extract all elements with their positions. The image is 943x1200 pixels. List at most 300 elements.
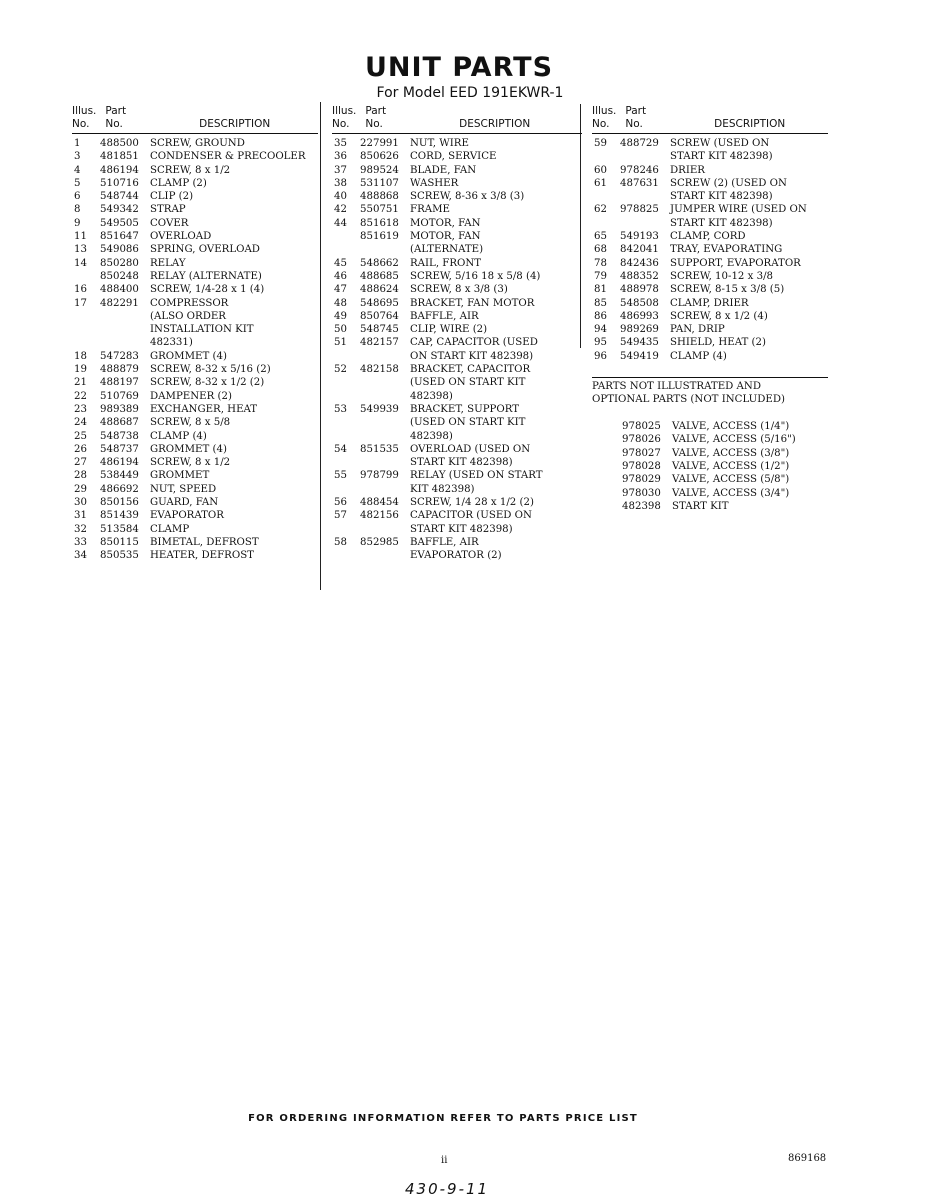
part-number: 548695 bbox=[360, 297, 399, 309]
part-row bbox=[332, 323, 582, 336]
part-number bbox=[360, 456, 410, 469]
part-row bbox=[72, 483, 318, 496]
part-description: SCREW, 10-12 x 3/8 bbox=[670, 270, 774, 282]
illus-number: 62 bbox=[594, 204, 607, 216]
part-row bbox=[332, 549, 582, 562]
part-number: 482158 bbox=[360, 364, 399, 376]
part-number: 978029 bbox=[622, 474, 661, 486]
illus-number: 60 bbox=[594, 164, 607, 176]
part-row bbox=[332, 536, 582, 549]
illus-number: 14 bbox=[74, 257, 87, 269]
part-description: RAIL, FRONT bbox=[410, 257, 482, 269]
part-number: 549939 bbox=[360, 403, 399, 415]
description-header: DESCRIPTION bbox=[459, 118, 531, 130]
part-row bbox=[592, 243, 828, 256]
part-number: 547283 bbox=[100, 350, 139, 362]
part-row bbox=[72, 376, 318, 389]
illus-number: 4 bbox=[74, 164, 81, 176]
part-number bbox=[620, 190, 670, 203]
illus-number bbox=[332, 376, 360, 389]
illus-number: 59 bbox=[594, 138, 607, 149]
part-description: START KIT 482398) bbox=[670, 151, 773, 163]
illus-number bbox=[332, 390, 360, 403]
illus-number: 38 bbox=[334, 177, 347, 189]
part-row bbox=[332, 203, 582, 216]
part-number: 548744 bbox=[100, 191, 139, 203]
part-description: VALVE, ACCESS (3/8") bbox=[672, 447, 790, 459]
part-number: 487631 bbox=[620, 177, 659, 189]
part-description: 482398) bbox=[410, 390, 453, 402]
part-number bbox=[360, 376, 410, 389]
part-number: 486692 bbox=[100, 483, 139, 495]
illus-number: 81 bbox=[594, 284, 607, 296]
part-description: HEATER, DEFROST bbox=[150, 550, 254, 562]
part-row bbox=[72, 190, 318, 203]
part-number: 549086 bbox=[100, 244, 139, 256]
optional-parts-list bbox=[592, 420, 828, 513]
part-number bbox=[360, 416, 410, 429]
part-description: SCREW, 8-32 x 5/16 (2) bbox=[150, 364, 271, 376]
illus-number: 6 bbox=[74, 191, 81, 203]
part-row bbox=[332, 243, 582, 256]
illus-number: 57 bbox=[334, 510, 347, 522]
part-number: 851535 bbox=[360, 443, 399, 455]
illus-number: 24 bbox=[74, 417, 87, 429]
illus-number bbox=[72, 310, 100, 323]
part-number: 850156 bbox=[100, 497, 139, 509]
part-row bbox=[332, 150, 582, 163]
part-number: 548745 bbox=[360, 324, 399, 336]
part-row bbox=[72, 310, 318, 323]
part-description: EVAPORATOR (2) bbox=[410, 550, 502, 562]
part-number: 978027 bbox=[622, 447, 661, 459]
part-description: GROMMET bbox=[150, 470, 210, 482]
part-description: SCREW, 5/16 18 x 5/8 (4) bbox=[410, 270, 541, 282]
illus-number: 79 bbox=[594, 270, 607, 282]
part-description: STRAP bbox=[150, 204, 186, 216]
part-row bbox=[332, 509, 582, 522]
illus-number bbox=[592, 150, 620, 163]
illus-number: 9 bbox=[74, 217, 81, 229]
illus-number bbox=[332, 230, 360, 243]
part-row bbox=[72, 323, 318, 336]
part-description: SCREW, GROUND bbox=[150, 138, 245, 149]
part-description: SCREW, 1/4 28 x 1/2 (2) bbox=[410, 497, 534, 509]
part-row bbox=[332, 430, 582, 443]
part-description: VALVE, ACCESS (1/4") bbox=[672, 421, 790, 433]
part-row bbox=[592, 310, 828, 323]
part-number bbox=[360, 390, 410, 403]
part-number: 488687 bbox=[100, 417, 139, 429]
part-row bbox=[592, 297, 828, 310]
part-row bbox=[332, 483, 582, 496]
illus-number: 50 bbox=[334, 324, 347, 336]
part-number: 850115 bbox=[100, 536, 139, 548]
part-row bbox=[332, 310, 582, 323]
illus-number: 36 bbox=[334, 151, 347, 163]
part-number: 989389 bbox=[100, 403, 139, 415]
illus-number: 52 bbox=[334, 364, 347, 376]
part-description: DRIER bbox=[670, 164, 705, 176]
notes-heading-line: OPTIONAL PARTS (NOT INCLUDED) bbox=[592, 394, 785, 406]
illus-number bbox=[72, 270, 100, 283]
illus-number: 27 bbox=[74, 457, 87, 469]
part-description: BRACKET, SUPPORT bbox=[410, 403, 520, 415]
part-row bbox=[72, 523, 318, 536]
part-row bbox=[72, 390, 318, 403]
part-row bbox=[72, 150, 318, 163]
part-description: RELAY (USED ON START bbox=[410, 470, 543, 482]
part-number: 482398 bbox=[622, 500, 661, 512]
illus-number: 45 bbox=[334, 257, 347, 269]
part-description: START KIT 482398) bbox=[670, 217, 773, 229]
column-header-bottom bbox=[72, 118, 318, 134]
part-description: CLAMP (4) bbox=[150, 430, 207, 442]
part-description: PAN, DRIP bbox=[670, 324, 725, 336]
part-no-header: No. bbox=[625, 118, 643, 130]
optional-part-row bbox=[622, 487, 828, 500]
illus-number: 25 bbox=[74, 430, 87, 442]
part-row bbox=[332, 363, 582, 376]
part-number: 548738 bbox=[100, 430, 139, 442]
part-no-header: No. bbox=[105, 118, 123, 130]
part-description: TRAY, EVAPORATING bbox=[670, 244, 783, 256]
part-description: CAP, CAPACITOR (USED bbox=[410, 337, 538, 349]
part-number: 978799 bbox=[360, 470, 399, 482]
ordering-info: FOR ORDERING INFORMATION REFER TO PARTS PRICE LIST bbox=[248, 1113, 638, 1124]
illus-number bbox=[332, 549, 360, 562]
optional-part-row bbox=[622, 500, 828, 513]
illus-number: 33 bbox=[74, 536, 87, 548]
part-description: CLAMP, DRIER bbox=[670, 297, 749, 309]
part-row bbox=[72, 350, 318, 363]
part-description: OVERLOAD (USED ON bbox=[410, 443, 531, 455]
part-number: 488729 bbox=[620, 138, 659, 149]
part-number bbox=[360, 549, 410, 562]
illus-number: 40 bbox=[334, 191, 347, 203]
part-row bbox=[72, 496, 318, 509]
part-description: CLIP, WIRE (2) bbox=[410, 324, 488, 336]
illus-number: 8 bbox=[74, 204, 81, 216]
part-number bbox=[360, 483, 410, 496]
part-number bbox=[100, 336, 150, 349]
part-row bbox=[592, 190, 828, 203]
illus-number: 44 bbox=[334, 217, 347, 229]
illus-number: 29 bbox=[74, 483, 87, 495]
part-description: SCREW, 8 x 1/2 bbox=[150, 457, 231, 469]
part-row bbox=[332, 336, 582, 349]
part-number: 978025 bbox=[622, 421, 661, 433]
page-number: ii bbox=[441, 1155, 448, 1166]
illus-number: 55 bbox=[334, 470, 347, 482]
part-header: Part bbox=[365, 105, 387, 117]
part-number bbox=[360, 243, 410, 256]
part-description: CLIP (2) bbox=[150, 191, 194, 203]
illus-number: 54 bbox=[334, 443, 347, 455]
description-header: DESCRIPTION bbox=[714, 118, 786, 130]
illus-number: 61 bbox=[594, 177, 607, 189]
part-description: BRACKET, FAN MOTOR bbox=[410, 297, 535, 309]
illus-number: 85 bbox=[594, 297, 607, 309]
part-row bbox=[72, 456, 318, 469]
part-row bbox=[332, 523, 582, 536]
part-number: 486194 bbox=[100, 164, 139, 176]
illus-number: 96 bbox=[594, 350, 607, 362]
part-header: Part bbox=[105, 105, 127, 117]
part-description: WASHER bbox=[410, 177, 459, 189]
part-number: 510716 bbox=[100, 177, 139, 189]
column-header-bottom bbox=[332, 118, 582, 134]
part-description: BAFFLE, AIR bbox=[410, 536, 479, 548]
not-illustrated-heading bbox=[592, 377, 828, 406]
part-number: 482291 bbox=[100, 297, 139, 309]
part-description: START KIT 482398) bbox=[670, 191, 773, 203]
part-number: 482156 bbox=[360, 510, 399, 522]
part-number: 978026 bbox=[622, 434, 661, 446]
part-number: 850626 bbox=[360, 151, 399, 163]
part-description: GUARD, FAN bbox=[150, 497, 219, 509]
illus-number: 56 bbox=[334, 497, 347, 509]
illus-number: 58 bbox=[334, 536, 347, 548]
part-number: 513584 bbox=[100, 523, 139, 535]
part-description: START KIT bbox=[672, 500, 729, 512]
part-description: START KIT 482398) bbox=[410, 457, 513, 469]
optional-part-row bbox=[622, 473, 828, 486]
part-number: 978246 bbox=[620, 164, 659, 176]
handwritten-note: 430-9-11 bbox=[405, 1180, 490, 1198]
part-number: 488624 bbox=[360, 284, 399, 296]
illus-number: 31 bbox=[74, 510, 87, 522]
part-row bbox=[72, 164, 318, 177]
part-description: RELAY bbox=[150, 257, 186, 269]
part-description: GROMMET (4) bbox=[150, 350, 227, 362]
parts-list bbox=[72, 137, 318, 563]
part-description: SCREW, 8 x 5/8 bbox=[150, 417, 231, 429]
part-description: KIT 482398) bbox=[410, 483, 475, 495]
part-row bbox=[332, 443, 582, 456]
part-row bbox=[592, 203, 828, 216]
part-description: NUT, SPEED bbox=[150, 483, 217, 495]
part-description: CAPACITOR (USED ON bbox=[410, 510, 532, 522]
part-number bbox=[100, 323, 150, 336]
part-row bbox=[72, 430, 318, 443]
illus-number: 13 bbox=[74, 244, 87, 256]
part-row bbox=[332, 350, 582, 363]
illus-number bbox=[332, 523, 360, 536]
part-description: MOTOR, FAN bbox=[410, 217, 481, 229]
part-description: SCREW, 8-32 x 1/2 (2) bbox=[150, 377, 265, 389]
part-description: START KIT 482398) bbox=[410, 523, 513, 535]
part-description: CORD, SERVICE bbox=[410, 151, 497, 163]
part-number: 486993 bbox=[620, 310, 659, 322]
part-number: 548508 bbox=[620, 297, 659, 309]
part-description: SCREW, 8 x 1/2 bbox=[150, 164, 231, 176]
illus-number: 5 bbox=[74, 177, 81, 189]
part-row bbox=[592, 217, 828, 230]
illus-no-header: No. bbox=[592, 118, 610, 130]
part-row bbox=[72, 363, 318, 376]
part-number: 481851 bbox=[100, 151, 139, 163]
illus-header: Illus. bbox=[592, 105, 617, 117]
illus-number: 21 bbox=[74, 377, 87, 389]
part-description: SPRING, OVERLOAD bbox=[150, 244, 260, 256]
description-header: DESCRIPTION bbox=[199, 118, 271, 130]
illus-number: 46 bbox=[334, 270, 347, 282]
part-description: VALVE, ACCESS (5/8") bbox=[672, 474, 790, 486]
part-description: (ALSO ORDER bbox=[150, 310, 226, 322]
part-row bbox=[592, 257, 828, 270]
part-description: CLAMP (2) bbox=[150, 177, 207, 189]
part-number: 850535 bbox=[100, 550, 139, 562]
part-number: 989269 bbox=[620, 324, 659, 336]
part-number: 550751 bbox=[360, 204, 399, 216]
part-row bbox=[592, 230, 828, 243]
part-number: 486194 bbox=[100, 457, 139, 469]
part-description: CLAMP (4) bbox=[670, 350, 727, 362]
part-number: 549193 bbox=[620, 231, 659, 243]
illus-number: 3 bbox=[74, 151, 81, 163]
illus-number bbox=[332, 456, 360, 469]
part-row bbox=[332, 469, 582, 482]
part-number: 850280 bbox=[100, 257, 139, 269]
part-row bbox=[72, 443, 318, 456]
illus-number: 18 bbox=[74, 350, 87, 362]
part-row bbox=[592, 150, 828, 163]
part-row bbox=[332, 177, 582, 190]
part-row bbox=[72, 403, 318, 416]
illus-no-header: No. bbox=[72, 118, 90, 130]
part-description: (ALTERNATE) bbox=[410, 244, 484, 256]
parts-column-2 bbox=[332, 105, 582, 563]
part-number: 978825 bbox=[620, 204, 659, 216]
part-number: 538449 bbox=[100, 470, 139, 482]
part-row bbox=[332, 390, 582, 403]
illus-number: 32 bbox=[74, 523, 87, 535]
part-description: VALVE, ACCESS (1/2") bbox=[672, 460, 790, 472]
column-header-top bbox=[72, 105, 318, 118]
illus-number: 28 bbox=[74, 470, 87, 482]
part-row bbox=[592, 177, 828, 190]
part-row bbox=[72, 283, 318, 296]
part-number: 488868 bbox=[360, 191, 399, 203]
illus-number: 53 bbox=[334, 403, 347, 415]
part-description: FRAME bbox=[410, 204, 450, 216]
part-description: INSTALLATION KIT bbox=[150, 324, 254, 336]
column-header-top bbox=[592, 105, 828, 118]
part-row bbox=[72, 137, 318, 150]
illus-number: 68 bbox=[594, 244, 607, 256]
part-description: MOTOR, FAN bbox=[410, 231, 481, 243]
illus-number: 42 bbox=[334, 204, 347, 216]
part-number bbox=[620, 150, 670, 163]
part-row bbox=[332, 496, 582, 509]
part-row bbox=[72, 509, 318, 522]
part-description: (USED ON START KIT bbox=[410, 417, 526, 429]
part-row bbox=[592, 137, 828, 150]
part-row bbox=[592, 270, 828, 283]
part-row bbox=[332, 283, 582, 296]
part-description: SCREW, 8 x 1/2 (4) bbox=[670, 310, 768, 322]
part-number: 488400 bbox=[100, 284, 139, 296]
illus-number: 47 bbox=[334, 284, 347, 296]
part-number bbox=[620, 217, 670, 230]
illus-number bbox=[332, 430, 360, 443]
part-row bbox=[332, 403, 582, 416]
part-description: JUMPER WIRE (USED ON bbox=[670, 204, 807, 216]
part-row bbox=[332, 217, 582, 230]
part-number: 488978 bbox=[620, 284, 659, 296]
part-number: 488197 bbox=[100, 377, 139, 389]
illus-number: 17 bbox=[74, 297, 87, 309]
part-number: 488454 bbox=[360, 497, 399, 509]
illus-header: Illus. bbox=[72, 105, 97, 117]
part-description: SHIELD, HEAT (2) bbox=[670, 337, 766, 349]
part-description: OVERLOAD bbox=[150, 231, 212, 243]
illus-number: 37 bbox=[334, 164, 347, 176]
parts-column-3 bbox=[592, 105, 828, 513]
part-number bbox=[360, 350, 410, 363]
illus-number bbox=[332, 350, 360, 363]
part-number: 850764 bbox=[360, 310, 399, 322]
parts-list bbox=[332, 137, 582, 563]
optional-part-row bbox=[622, 420, 828, 433]
part-description: EXCHANGER, HEAT bbox=[150, 403, 258, 415]
part-description: CONDENSER & PRECOOLER bbox=[150, 151, 306, 163]
part-description: CLAMP bbox=[150, 523, 190, 535]
part-row bbox=[592, 283, 828, 296]
part-description: BIMETAL, DEFROST bbox=[150, 536, 259, 548]
illus-number: 16 bbox=[74, 284, 87, 296]
part-row bbox=[592, 336, 828, 349]
column-header-top bbox=[332, 105, 582, 118]
part-number: 488500 bbox=[100, 138, 139, 149]
part-number: 842436 bbox=[620, 257, 659, 269]
part-row bbox=[72, 336, 318, 349]
part-row bbox=[72, 243, 318, 256]
parts-list bbox=[592, 137, 828, 363]
part-number: 548737 bbox=[100, 443, 139, 455]
part-number bbox=[100, 310, 150, 323]
part-description: 482331) bbox=[150, 337, 193, 349]
part-row bbox=[72, 203, 318, 216]
illus-number: 22 bbox=[74, 390, 87, 402]
part-number bbox=[360, 523, 410, 536]
part-number: 531107 bbox=[360, 177, 399, 189]
parts-column-1 bbox=[72, 105, 318, 563]
part-header: Part bbox=[625, 105, 647, 117]
part-description: BRACKET, CAPACITOR bbox=[410, 364, 531, 376]
part-no-header: No. bbox=[365, 118, 383, 130]
part-number: 851618 bbox=[360, 217, 399, 229]
part-row bbox=[72, 217, 318, 230]
part-number: 978028 bbox=[622, 460, 661, 472]
illus-number: 11 bbox=[74, 231, 87, 243]
part-description: SCREW, 8-15 x 3/8 (5) bbox=[670, 284, 785, 296]
part-description: (USED ON START KIT bbox=[410, 377, 526, 389]
illus-no-header: No. bbox=[332, 118, 350, 130]
illus-number bbox=[332, 243, 360, 256]
notes-heading-line: PARTS NOT ILLUSTRATED AND bbox=[592, 381, 761, 393]
illus-number bbox=[72, 336, 100, 349]
part-description: RELAY (ALTERNATE) bbox=[150, 270, 262, 282]
part-row bbox=[72, 416, 318, 429]
part-row bbox=[332, 270, 582, 283]
part-number: 549342 bbox=[100, 204, 139, 216]
part-number: 549505 bbox=[100, 217, 139, 229]
part-description: DAMPENER (2) bbox=[150, 390, 232, 402]
part-description: SCREW, 1/4-28 x 1 (4) bbox=[150, 284, 265, 296]
column-header-bottom bbox=[592, 118, 828, 134]
